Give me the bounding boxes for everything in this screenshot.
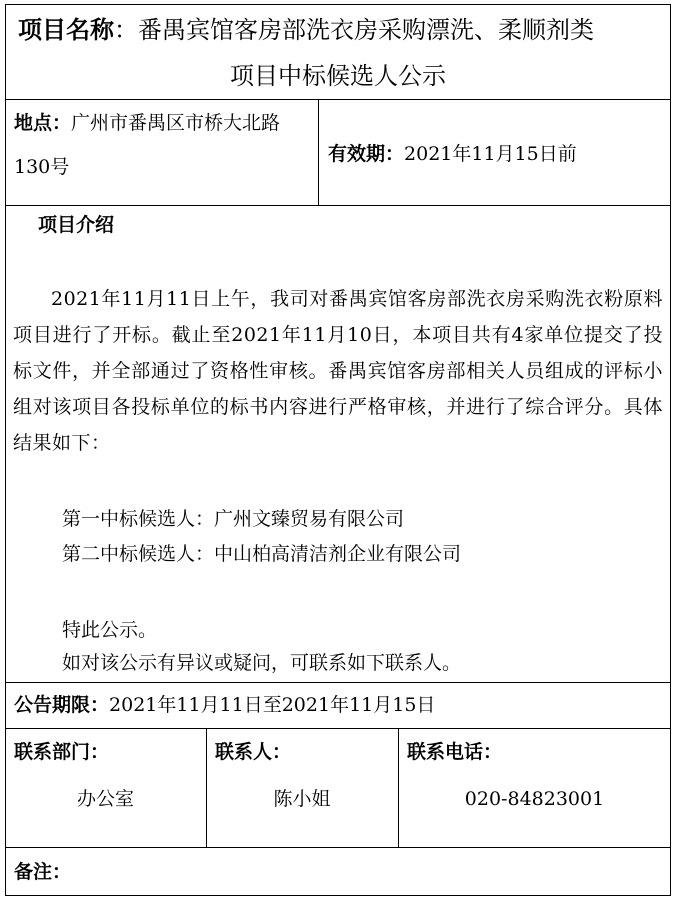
title-line1: 番禺宾馆客房部洗衣房采购漂洗、柔顺剂类 (138, 16, 594, 44)
candidate-2: 第二中标候选人：中山柏高清洁剂企业有限公司 (62, 543, 462, 565)
divider (5, 682, 671, 683)
divider (5, 728, 671, 729)
validity (328, 143, 577, 165)
department-label: 联系部门： (14, 741, 110, 763)
person-value: 陈小姐 (273, 788, 331, 810)
person-label: 联系人： (215, 741, 292, 763)
period-label: 公告期限： (14, 694, 110, 716)
contact-note: 如对该公示有异议或疑问，可联系如下联系人。 (62, 652, 462, 674)
remarks-label: 备注： (14, 861, 72, 883)
location-value-line2: 130号 (14, 156, 70, 178)
title-line2: 项目中标候选人公示 (230, 62, 446, 90)
intro-heading: 项目介绍 (38, 214, 115, 236)
title-colon: ： (114, 16, 138, 44)
period-value: 2021年11月11日至2021年11月15日 (109, 694, 436, 716)
candidate-1: 第一中标候选人：广州文臻贸易有限公司 (62, 508, 405, 530)
location (14, 112, 280, 134)
department-value: 办公室 (76, 788, 134, 810)
title-label: 项目名称 (18, 16, 114, 44)
divider (318, 99, 319, 206)
phone-value: 020-84823001 (464, 788, 605, 810)
phone-label: 联系电话： (407, 741, 503, 763)
announcement-period (14, 694, 435, 716)
divider (5, 847, 671, 848)
location-value-line1: 广州市番禺区市桥大北路 (71, 112, 281, 134)
notice-text: 特此公示。 (62, 619, 158, 641)
validity-value: 2021年11月15日前 (404, 143, 577, 165)
location-label: 地点： (14, 112, 72, 134)
divider (5, 205, 671, 206)
intro-paragraph: 2021年11月11日上午，我司对番禺宾馆客房部洗衣房采购洗衣粉原料项目进行了开标。截止至2021年11月10日，本项目共有4家单位提交了投标文件，并全部通过了资格性审核。番禺宾馆客房部相关人员组成的评标小组对该项目各投标单位的标书内容进行严格审核，并进行了综合评分。具体结果如下： (13, 288, 663, 454)
divider (5, 99, 671, 100)
page-title (18, 16, 594, 44)
validity-label: 有效期： (328, 143, 405, 165)
